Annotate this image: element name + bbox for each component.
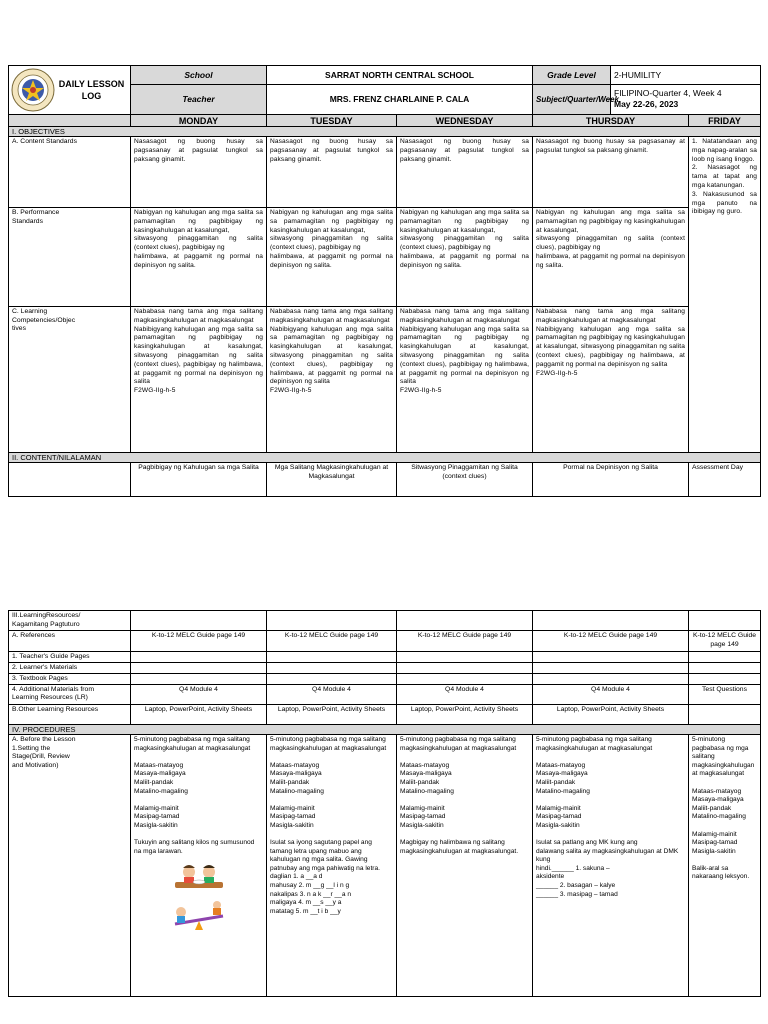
school-value: SARRAT NORTH CENTRAL SCHOOL — [267, 66, 533, 85]
learners-materials-wednesday — [397, 662, 533, 673]
additional-materials-friday: Test Questions — [689, 684, 761, 704]
lesson-log-table-bottom — [8, 610, 761, 997]
resources-section-label: III.LearningResources/ Kagamitang Pagtuturo — [9, 611, 131, 631]
content-tuesday: Mga Salitang Magkasingkahulugan at Magkasalungat — [267, 463, 397, 497]
textbook-pages-label: 3. Textbook Pages — [9, 673, 131, 684]
references-thursday: K-to-12 MELC Guide page 149 — [533, 631, 689, 652]
procedure-wednesday: 5-minutong pagbabasa ng mga salitang magkasingkahulugan at magkasalungat Mataas-matayog Masaya-maligaya Maliit-pandak Matalino-magaling Malamig-mainit Masipag-tamad Masigla-sakitin Magbigay ng halimbawa ng salitang magkasingkahulugan at magkasalungat. — [397, 734, 533, 996]
resources-blank-friday — [689, 611, 761, 631]
procedure-thursday: 5-minutong pagbabasa ng mga salitang magkasingkahulugan at magkasalungat Mataas-matayog Masaya-maligaya Maliit-pandak Matalino-magaling Malamig-mainit Masipag-tamad Masigla-sakitin Isulat sa patlang ang MK kung ang dalawang salita ay magkasingkahulugan at DMK kung hindi.______ 1. sakuna – aksidente ______ 2. basagan – kalye ______ 3. masipag – tamad — [533, 734, 689, 996]
textbook-pages-thursday — [533, 673, 689, 684]
procedure-tuesday: 5-minutong pagbabasa ng mga salitang magkasingkahulugan at magkasalungat Mataas-matayog Masaya-maligaya Maliit-pandak Matalino-magaling Malamig-mainit Masipag-tamad Masigla-sakitin Isulat sa iyong sagutang papel ang tamang letra upang mabuo ang kahulugan ng mga salita. Gawing patnubay ang mga pahiwatig na letra. daglian 1. a __a d mahusay 2. m __g __l i n g nakalipas 3. n a k __r __a n maligaya 4. m __s __y a matatag 5. m __t i b __y — [267, 734, 397, 996]
textbook-pages-tuesday — [267, 673, 397, 684]
resources-blank-tuesday — [267, 611, 397, 631]
teachers-guide-tuesday — [267, 651, 397, 662]
header-logo-title-cell — [9, 66, 131, 115]
learning-competencies-wednesday: Nababasa nang tama ang mga salitang magkasingkahulugan at magkasalungat Nabibigyang kahulugan ang mga salita sa pamamagitan ng pagbibigay ng kasingkahulugan at kasalungat, sitwasyong pinaggamitan ng salita (context clues), pagbibigay ng halimbawa, at paggamit ng pormal na depinisyon ng salita F2WG-IIg-h-5 — [397, 307, 533, 453]
teachers-guide-label: 1. Teacher's Guide Pages — [9, 651, 131, 662]
content-thursday: Pormal na Depinisyon ng Salita — [533, 463, 689, 497]
content-monday: Pagbibigay ng Kahulugan sa mga Salita — [131, 463, 267, 497]
other-resources-friday — [689, 704, 761, 724]
additional-materials-tuesday: Q4 Module 4 — [267, 684, 397, 704]
subject-date-cell — [611, 84, 761, 114]
content-wednesday: Sitwasyong Pinaggamitan ng Salita (context clues) — [397, 463, 533, 497]
content-standards-label: A. Content Standards — [9, 137, 131, 208]
learners-materials-monday — [131, 662, 267, 673]
teachers-guide-monday — [131, 651, 267, 662]
objectives-section-label: I. OBJECTIVES — [9, 127, 761, 137]
teacher-label: Teacher — [131, 84, 267, 114]
learners-materials-thursday — [533, 662, 689, 673]
day-thursday: THURSDAY — [533, 115, 689, 127]
textbook-pages-friday — [689, 673, 761, 684]
subject-value: FILIPINO-Quarter 4, Week 4 — [614, 88, 722, 99]
grade-level-value: 2-HUMILITY — [611, 66, 761, 85]
content-standards-thursday: Nasasagot ng buong husay sa pagsasanay at pagsulat tungkol sa paksang ginamit. — [533, 137, 689, 208]
lesson-log-table-top — [8, 65, 761, 497]
other-resources-label: B.Other Learning Resources — [9, 704, 131, 724]
other-resources-tuesday: Laptop, PowerPoint, Activity Sheets — [267, 704, 397, 724]
content-standards-wednesday: Nasasagot ng buong husay sa pagsasanay at pagsulat tungkol sa paksang ginamit. — [397, 137, 533, 208]
subject-label: Subject/Quarter/Week — [533, 84, 611, 114]
procedure-friday: 5-minutong pagbabasa ng mga salitang magkasingkahulugan at magkasalungat Mataas-matayog Masaya-maligaya Maliit-pandak Matalino-magaling Malamig-mainit Masipag-tamad Masigla-sakitin Balik-aral sa nakaraang leksyon. — [689, 734, 761, 996]
day-header-blank — [9, 115, 131, 127]
learning-competencies-label: C. Learning Competencies/Objec tives — [9, 307, 131, 453]
procedures-section-label: IV. PROCEDURES — [9, 724, 761, 734]
other-resources-monday: Laptop, PowerPoint, Activity Sheets — [131, 704, 267, 724]
other-resources-thursday: Laptop, PowerPoint, Activity Sheets — [533, 704, 689, 724]
before-lesson-label: A. Before the Lesson 1.Setting the Stage(Drill, Review and Motivation) — [9, 734, 131, 996]
references-monday: K-to-12 MELC Guide page 149 — [131, 631, 267, 652]
additional-materials-thursday: Q4 Module 4 — [533, 684, 689, 704]
learning-competencies-monday: Nababasa nang tama ang mga salitang magkasingkahulugan at magkasalungat Nabibigyang kahulugan ang mga salita sa pamamagitan ng pagbibigay ng kasingkahulugan at kasalungat, sitwasyong pinaggamitan ng salita (context clues), pagbibigay ng halimbawa, at paggamit ng pormal na depinisyon ng salita F2WG-IIg-h-5 — [131, 307, 267, 453]
performance-standards-tuesday: Nabigyan ng kahulugan ang mga salita sa pamamagitan ng pagbibigay ng kasingkahulugan at kasalungat, sitwasyong pinaggamitan ng salita (context clues), pagbibigay ng halimbawa, at paggamit ng pormal na depinisyon ng salita. — [267, 208, 397, 307]
children-seesaw-illustration — [171, 902, 227, 932]
day-tuesday: TUESDAY — [267, 115, 397, 127]
references-label: A. References — [9, 631, 131, 652]
teachers-guide-friday — [689, 651, 761, 662]
teacher-value: MRS. FRENZ CHARLAINE P. CALA — [267, 84, 533, 114]
learners-materials-label: 2. Learner's Materials — [9, 662, 131, 673]
other-resources-wednesday: Laptop, PowerPoint, Activity Sheets — [397, 704, 533, 724]
day-friday: FRIDAY — [689, 115, 761, 127]
references-wednesday: K-to-12 MELC Guide page 149 — [397, 631, 533, 652]
performance-standards-wednesday: Nabigyan ng kahulugan ang mga salita sa pamamagitan ng pagbibigay ng kasingkahulugan at kasalungat, sitwasyong pinaggamitan ng salita (context clues), pagbibigay ng halimbawa, at paggamit ng pormal na depinisyon ng salita. — [397, 208, 533, 307]
document-title: DAILY LESSON LOG — [58, 79, 125, 101]
learning-competencies-tuesday: Nababasa nang tama ang mga salitang magkasingkahulugan at magkasalungat Nabibigyang kahulugan ang mga salita sa pamamagitan ng pagbibigay ng kasingkahulugan at kasalungat, sitwasyong pinaggamitan ng salita (context clues), pagbibigay ng halimbawa, at paggamit ng pormal na depinisyon ng salita F2WG-IIg-h-5 — [267, 307, 397, 453]
resources-blank-wednesday — [397, 611, 533, 631]
content-section-label: II. CONTENT/NILALAMAN — [9, 453, 761, 463]
teachers-guide-thursday — [533, 651, 689, 662]
procedure-monday-cell — [131, 734, 267, 996]
date-value: May 22-26, 2023 — [614, 99, 679, 110]
references-tuesday: K-to-12 MELC Guide page 149 — [267, 631, 397, 652]
day-wednesday: WEDNESDAY — [397, 115, 533, 127]
performance-standards-label: B. Performance Standards — [9, 208, 131, 307]
resources-blank-thursday — [533, 611, 689, 631]
objectives-friday: 1. Natatandaan ang mga napag-aralan sa loob ng isang linggo. 2. Nasasagot ng tama at tapat ang mga katanungan. 3. Nakasusunod sa mga panuto na ibibigay ng guro. — [689, 137, 761, 453]
textbook-pages-wednesday — [397, 673, 533, 684]
performance-standards-monday: Nabigyan ng kahulugan ang mga salita sa pamamagitan ng pagbibigay ng kasingkahulugan at kasalungat, sitwasyong pinaggamitan ng salita (context clues), pagbibigay ng halimbawa, at paggamit ng pormal na depinisyon ng salita. — [131, 208, 267, 307]
additional-materials-monday: Q4 Module 4 — [131, 684, 267, 704]
learners-materials-friday — [689, 662, 761, 673]
grade-level-label: Grade Level — [533, 66, 611, 85]
additional-materials-wednesday: Q4 Module 4 — [397, 684, 533, 704]
learners-materials-tuesday — [267, 662, 397, 673]
school-label: School — [131, 66, 267, 85]
teachers-guide-wednesday — [397, 651, 533, 662]
day-monday: MONDAY — [131, 115, 267, 127]
textbook-pages-monday — [131, 673, 267, 684]
additional-materials-label: 4. Additional Materials from Learning Resources (LR) — [9, 684, 131, 704]
content-standards-monday: Nasasagot ng buong husay sa pagsasanay at pagsulat tungkol sa paksang ginamit. — [131, 137, 267, 208]
content-friday: Assessment Day — [689, 463, 761, 497]
children-eating-illustration — [171, 862, 227, 896]
resources-blank-monday — [131, 611, 267, 631]
learning-competencies-thursday: Nababasa nang tama ang mga salitang magkasingkahulugan at magkasalungat Nabibigyang kahulugan ang mga salita sa pamamagitan ng pagbibigay ng kasingkahulugan at kasalungat, sitwasyong pinaggamitan ng salita (context clues), pagbibigay ng halimbawa, at paggamit ng pormal na depinisyon ng salita F2WG-IIg-h-5 — [533, 307, 689, 453]
procedure-monday: 5-minutong pagbabasa ng mga salitang magkasingkahulugan at magkasalungat Mataas-matayog Masaya-maligaya Maliit-pandak Matalino-magaling Malamig-mainit Masipag-tamad Masigla-sakitin Tukuyin ang salitang kilos ng sumusunod na mga larawan. — [134, 735, 255, 855]
deped-seal-icon — [11, 68, 55, 112]
content-blank — [9, 463, 131, 497]
performance-standards-thursday: Nabigyan ng kahulugan ang mga salita sa pamamagitan ng pagbibigay ng kasingkahulugan at kasalungat, sitwasyong pinaggamitan ng salita (context clues), pagbibigay ng halimbawa, at paggamit ng pormal na depinisyon ng salita. — [533, 208, 689, 307]
content-standards-tuesday: Nasasagot ng buong husay sa pagsasanay at pagsulat tungkol sa paksang ginamit. — [267, 137, 397, 208]
references-friday: K-to-12 MELC Guide page 149 — [689, 631, 761, 652]
